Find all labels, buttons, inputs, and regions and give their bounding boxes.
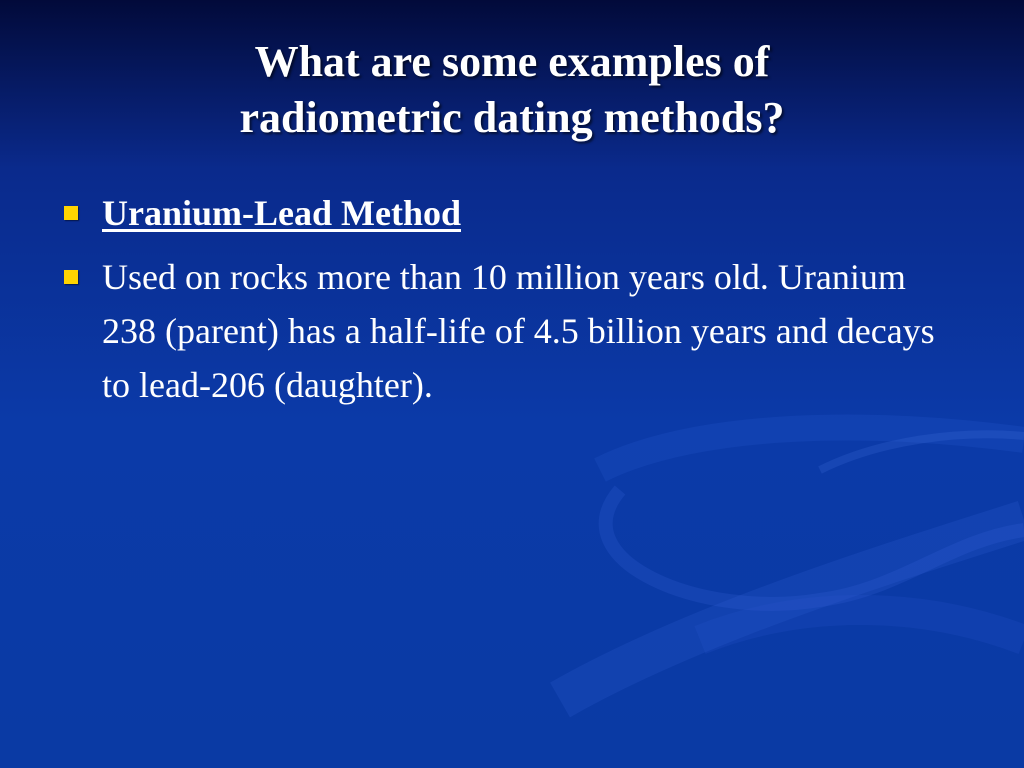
- square-bullet-icon: [64, 270, 78, 284]
- bullet-heading-text: Uranium-Lead Method: [102, 193, 461, 233]
- title-line-1: What are some examples of: [254, 37, 770, 86]
- bullet-item-uranium-lead: [62, 186, 962, 240]
- bullet-item-description: [62, 250, 962, 412]
- bullet-list: [62, 186, 962, 422]
- square-bullet-icon: [64, 206, 78, 220]
- title-line-2: radiometric dating methods?: [239, 93, 785, 142]
- slide-title: [60, 34, 964, 146]
- bullet-description-text: Used on rocks more than 10 million years old. Uranium 238 (parent) has a half-life of 4.5 billion years and decays to lead-206 (daughter).: [102, 257, 935, 405]
